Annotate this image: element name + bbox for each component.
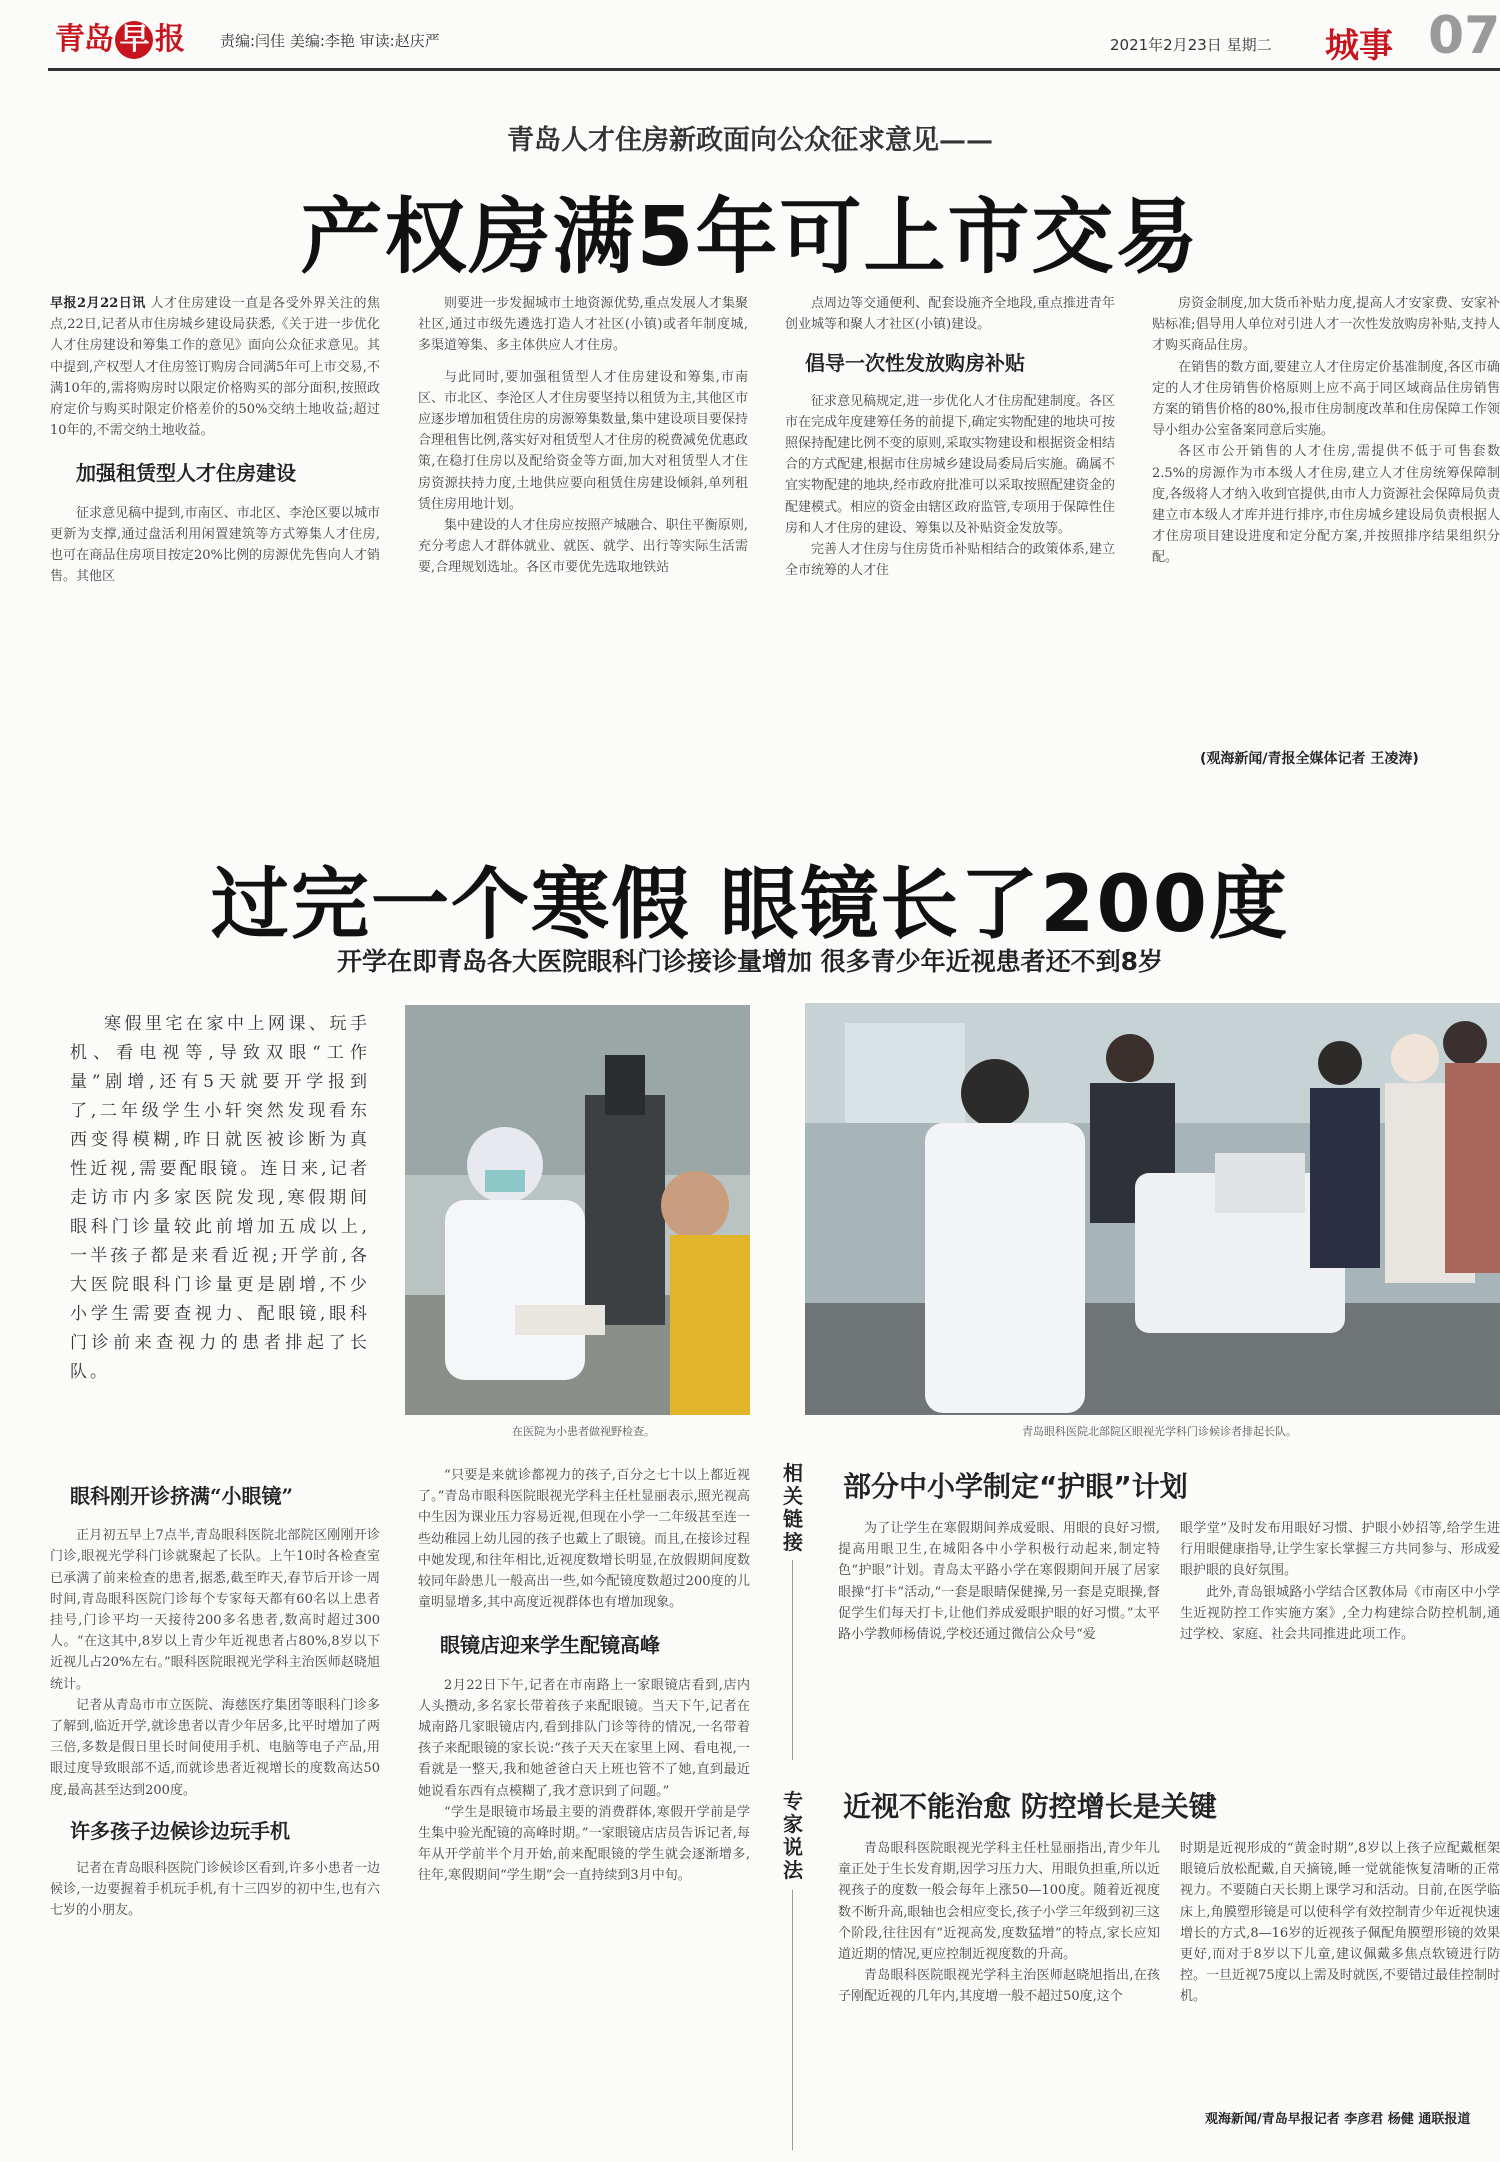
photo-queue-illustration xyxy=(805,1003,1500,1415)
related-links-label: 相关链接 xyxy=(783,1461,803,1554)
masthead-rule xyxy=(48,68,1500,71)
story1-subhead-rental: 加强租赁型人才住房建设 xyxy=(76,461,296,486)
story1-column-1 xyxy=(50,293,380,773)
story2-paragraph: 记者在青岛眼科医院门诊候诊区看到,许多小患者一边候诊,一边要握着手机玩手机,有十三四岁的初中生,也有六七岁的小朋友。 xyxy=(50,1861,380,1919)
photo-queue xyxy=(805,1003,1500,1415)
story1-lead: 人才住房建设一直是各受外界关注的焦点,22日,记者从市住房城乡建设局获悉,《关于进一步优化人才住房建设和筹集工作的意见》面向公众征求意见。其中提到,产权型人才住房签订购房合同满5年可上市交易,不满10年的,需将购房时以限定价格购买的部分面积,按照政府定价与购买时限定价格差价的50%交纳土地收益;超过10年的,不需交纳土地收益。 xyxy=(50,296,380,439)
section-name: 城事 xyxy=(1325,26,1393,66)
story2-subhead-clinic: 眼科刚开诊挤满“小眼镜” xyxy=(70,1484,294,1508)
story1-byline: (观海新闻/青报全媒体记者 王凌涛) xyxy=(1200,751,1419,767)
side-divider xyxy=(792,1560,793,1760)
story2-column-2 xyxy=(418,1465,750,2162)
page-number: 07 xyxy=(1428,6,1500,66)
story2-paragraph: 正月初五早上7点半,青岛眼科医院北部院区刚刚开诊门诊,眼视光学科门诊就聚起了长队。上午10时各检查室已承满了前来检查的患者,据悉,截至昨天,春节后开诊一周时间,青岛眼科医院门诊每个专家每天都有60名以上患者挂号,门诊平均一天接待200多名患者,数高时超过300人。“在这其中,8岁以上青少年近视患者占80%,8岁以下近视儿占20%左右。”眼科医院眼视光学科主治医师赵晓旭统计。 xyxy=(50,1528,380,1692)
side-divider xyxy=(792,1890,793,2150)
story1-paragraph: 各区市公开销售的人才住房,需提供不低于可售套数2.5%的房源作为市本级人才住房,建立人才住房统筹保障制度,各级将人才纳入收到官提供,由市人力资源社会保障局负责建立市本级人才库并进行排序,市住房城乡建设局负责根据人才住房项目建设进度和定分配方案,并按照排序结果组织分配。 xyxy=(1152,444,1500,566)
story1-column-3 xyxy=(785,293,1115,773)
sidebar-paragraph: 为了让学生在寒假期间养成爱眼、用眼的良好习惯,提高用眼卫生,在城阳各中小学积极行动起来,制定特色“护眼”计划。青岛太平路小学在寒假期间开展了居家眼操“打卡”活动,“一套是眼睛保健操,另一套是克眼操,督促学生们每天打卡,让他们养成爱眼护眼的好习惯。”太平路小学教师杨倩说,学校还通过微信公众号“爱 xyxy=(838,1521,1160,1643)
story2-subhead-optician: 眼镜店迎来学生配镜高峰 xyxy=(440,1633,660,1658)
story1-kicker: 青岛人才住房新政面向公众征求意见—— xyxy=(507,125,993,156)
story2-subheadline: 开学在即青岛各大医院眼科门诊接诊量增加 很多青少年近视患者还不到8岁 xyxy=(336,947,1164,976)
story2-paragraph: 记者从青岛市市立医院、海慈医疗集团等眼科门诊多了解到,临近开学,就诊患者以青少年居多,比平时增加了两三倍,多数是假日里长时间使用手机、电脑等电子产品,用眼过度导致眼部不适,而就诊患者近视增长的度数高达50度,最高甚至达到200度。 xyxy=(50,1697,380,1798)
story1-dateline: 早报2月22日讯 xyxy=(50,296,146,311)
photo-eye-exam-illustration xyxy=(405,1005,750,1415)
story2-intro-text: 寒假里宅在家中上网课、玩手机、看电视等,导致双眼“工作量”剧增,还有5天就要开学报到了,二年级学生小轩突然发现看东西变得模糊,昨日就医被诊断为真性近视,需要配眼镜。连日来,记者走访市内多家医院发现,寒假期间眼科门诊量较此前增加五成以上,一半孩子都是来看近视;开学前,各大医院眼科门诊量更是剧增,不少小学生需要查视力、配眼镜,眼科门诊前来查视力的患者排起了长队。 xyxy=(70,1014,370,1382)
photo-eye-exam-caption: 在医院为小患者做视野检查。 xyxy=(512,1425,655,1438)
story1-paragraph: 房资金制度,加大货币补贴力度,提高人才安家费、安家补贴标准;倡导用人单位对引进人才一次性发放购房补贴,支持人才购买商品住房。 xyxy=(1152,296,1500,354)
sidebar-headline-expert: 近视不能治愈 防控增长是关键 xyxy=(843,1790,1217,1823)
sidebar2-column-2 xyxy=(1180,1838,1500,2098)
story2-subhead-phones: 许多孩子边候诊边玩手机 xyxy=(70,1818,290,1843)
story1-paragraph: 则要进一步发掘城市土地资源优势,重点发展人才集聚社区,通过市级先遴选打造人才社区(小镇)或者年制度城,多渠道筹集、多主体供应人才住房。 xyxy=(418,296,748,354)
expert-view-label: 专家说法 xyxy=(783,1789,803,1882)
story1-paragraph: 征求意见稿中提到,市南区、市北区、李沧区要以城市更新为支撑,通过盘活利用闲置建筑等方式筹集人才住房,也可在商品住房项目按定20%比例的房源优先售向人才销售。其他区 xyxy=(50,505,380,585)
story2-paragraph: 2月22日下午,记者在市南路上一家眼镜店看到,店内人头攒动,多名家长带着孩子来配眼镜。当天下午,记者在城南路几家眼镜店内,看到排队门诊等待的情况,一名带着孩子来配眼镜的家长说:“孩子天天在家里上网、看电视,一看就是一整天,我和她爸爸白天上班也管不了她,直到最近她说看东西有点模糊了,我才意识到了问题。” xyxy=(418,1677,750,1799)
story1-headline: 产权房满5年可上市交易 xyxy=(300,190,1200,285)
sidebar-paragraph: 青岛眼科医院眼视光学科主治医师赵晓旭指出,在孩子刚配近视的几年内,其度增一般不超过50度,这个 xyxy=(838,1968,1160,2005)
story1-subhead-subsidy: 倡导一次性发放购房补贴 xyxy=(805,351,1025,376)
story1-paragraph: 与此同时,要加强租赁型人才住房建设和筹集,市南区、市北区、李沧区人才住房要坚持以租赁为主,其他区市应逐步增加租赁住房的房源筹集数量,集中建设项目要保持合理租售比例,落实好对租赁型人才住房的税费减免优惠政策,在稳打住房以及配给资金等方面,加大对租赁型人才住房资源扶持力度,土地供应要向租赁住房建设倾斜,单列租赁住房用地计划。 xyxy=(418,369,748,512)
newspaper-logo: 青岛 早 报 xyxy=(55,22,184,57)
photo-eye-exam xyxy=(405,1005,750,1415)
story1-column-4 xyxy=(1152,293,1500,743)
sidebar-paragraph: 此外,青岛银城路小学结合区教体局《市南区中小学生近视防控工作实施方案》,全力构建综合防控机制,通过学校、家庭、社会共同推进此项工作。 xyxy=(1180,1584,1500,1643)
story1-paragraph: 在销售的数方面,要建立人才住房定价基准制度,各区市确定的人才住房销售价格原则上应不高于同区域商品住房销售方案的销售价格的80%,报市住房制度改革和住房保障工作领导小组办公室备案同意后实施。 xyxy=(1152,359,1500,439)
editor-credits: 责编:闫佳 美编:李艳 审读:赵庆严 xyxy=(220,32,440,50)
sidebar-paragraph: 时期是近视形成的“黄金时期”,8岁以上孩子应配戴框架眼镜后放松配戴,自天摘镜,睡一觉就能恢复清晰的正常视力。不要随白天长期上课学习和活动。日前,在医学临床上,角膜塑形镜是可以使科学有效控制青少年近视快速增长的方式,8—16岁的近视孩子佩配角膜塑形镜的效果更好,而对于8岁以下儿童,建议佩戴多焦点软镜进行防控。一旦近视75度以上需及时就医,不要错过最佳控制时机。 xyxy=(1180,1841,1500,2005)
sidebar-paragraph: 眼学堂”及时发布用眼好习惯、护眼小妙招等,给学生进行用眼健康指导,让学生家长掌握三方共同参与、形成爱眼护眼的良好氛围。 xyxy=(1180,1521,1500,1579)
issue-date: 2021年2月23日 星期二 xyxy=(1110,36,1272,54)
sidebar2-column-1 xyxy=(838,1838,1160,2162)
masthead xyxy=(0,0,1500,68)
story1-column-2 xyxy=(418,293,748,773)
sidebar-paragraph: 青岛眼科医院眼视光学科主任杜显丽指出,青少年儿童正处于生长发育期,因学习压力大、用眼负担重,所以近视孩子的度数一般会每年上涨50—100度。随着近视度数不断升高,眼轴也会相应变长,孩子小学三年级到初三这个阶段,往往因有“近视高发,度数猛增”的特点,家长应知道近期的情况,更应控制近视度数的升高。 xyxy=(838,1841,1160,1963)
story2-column-1 xyxy=(50,1478,380,2162)
sidebar1-column-2 xyxy=(1180,1518,1500,1768)
story1-paragraph: 征求意见稿规定,进一步优化人才住房配建制度。各区市在完成年度建筹任务的前提下,确定实物配建的地块可按照保持配建比例不变的原则,采取实物建设和根据资金相结合的方式配建,根据市住房城乡建设局委局后实施。确属不宜实物配建的地块,经市政府批准可以采取按照配建资金的配建模式。相应的资金由辖区政府监管,专项用于保障性住房和人才住房的建设、筹集以及补贴资金发放等。 xyxy=(785,393,1115,536)
story1-paragraph: 点周边等交通便利、配套设施齐全地段,重点推进青年创业城等和聚人才社区(小镇)建设。 xyxy=(785,296,1115,333)
story2-headline: 过完一个寒假 眼镜长了200度 xyxy=(211,860,1289,950)
story2-paragraph: “只要是来就诊都视力的孩子,百分之七十以上都近视了。”青岛市眼科医院眼视光学科主任杜显丽表示,照光视高中生因为课业压力容易近视,但现在小学一二年级甚至连一些幼稚园上幼儿园的孩子也戴上了眼镜。而且,在接诊过程中她发现,和往年相比,近视度数增长明显,在放假期间度数较同年龄患儿一般高出一些,如今配镜度数超过200度的儿童明显增多,其中高度近视群体也有增加现象。 xyxy=(418,1468,750,1611)
sidebar1-column-1 xyxy=(838,1518,1160,1768)
sidebar-headline-eyecare-plan: 部分中小学制定“护眼”计划 xyxy=(843,1470,1188,1503)
photo-queue-caption: 青岛眼科医院北部院区眼视光学科门诊候诊者排起长队。 xyxy=(1022,1425,1297,1438)
story1-paragraph: 集中建设的人才住房应按照产城融合、职住平衡原则,充分考虑人才群体就业、就医、就学、出行等实际生活需要,合理规划选址。各区市要优先选取地铁站 xyxy=(418,518,748,576)
story2-byline: 观海新闻/青岛早报记者 李彦君 杨健 通联报道 xyxy=(1205,2112,1471,2127)
story2-paragraph: “学生是眼镜市场最主要的消费群体,寒假开学前是学生集中验光配镜的高峰时期。”一家眼镜店店员告诉记者,每年从开学前半个月开始,前来配眼镜的学生就会逐渐增多,往年,寒假期间“学生期”会一直持续到3月中旬。 xyxy=(418,1804,750,1884)
story1-paragraph: 完善人才住房与住房货币补贴相结合的政策体系,建立全市统筹的人才住 xyxy=(785,542,1115,579)
story2-intro xyxy=(70,1010,370,1410)
